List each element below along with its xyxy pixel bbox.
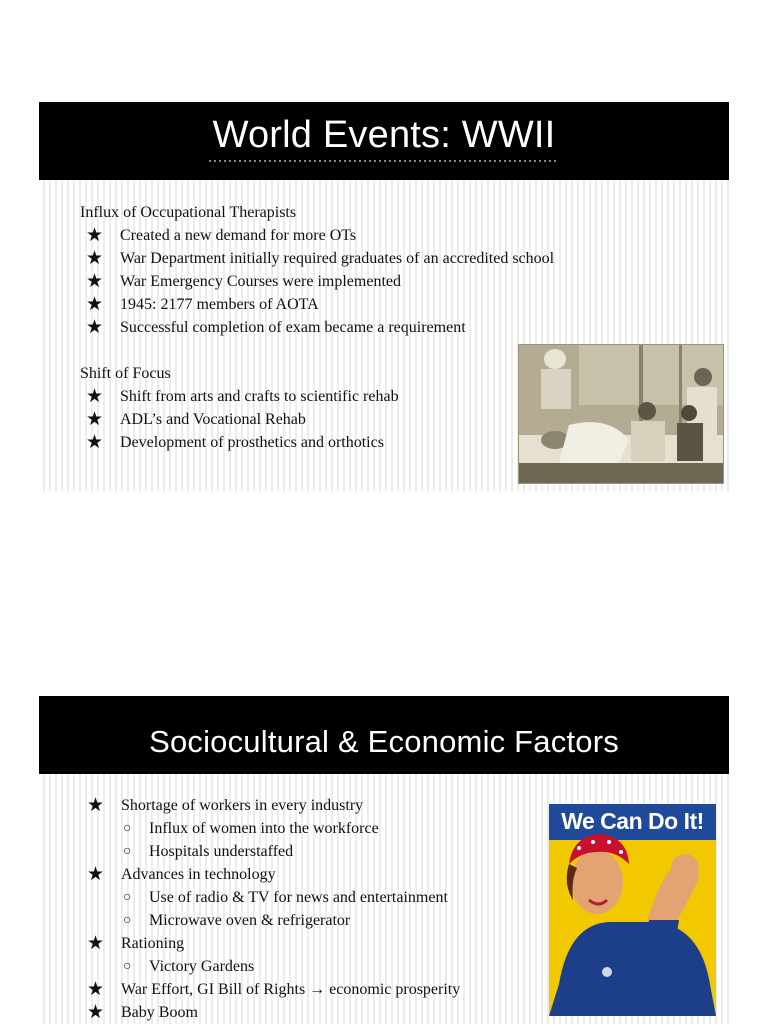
sub-item-text: Hospitals understaffed bbox=[149, 843, 294, 860]
section-label-shift: Shift of Focus bbox=[80, 365, 171, 382]
slide-header bbox=[39, 696, 729, 774]
circle-bullet-icon: ○ bbox=[123, 821, 132, 836]
list-item bbox=[86, 316, 554, 339]
list-item bbox=[87, 863, 460, 886]
sub-item-text: Influx of women into the workforce bbox=[149, 820, 379, 837]
list-item-text: Rationing bbox=[121, 935, 185, 952]
we-can-do-it-poster bbox=[549, 804, 716, 1016]
photo-illustration bbox=[519, 345, 723, 483]
star-bullet-icon: ★ bbox=[87, 864, 105, 885]
sub-list-item bbox=[87, 817, 460, 840]
sub-list-item bbox=[87, 909, 460, 932]
list-item-text: Shortage of workers in every industry bbox=[121, 797, 364, 814]
list-item-text: ADL’s and Vocational Rehab bbox=[120, 411, 306, 428]
list-item-text: Successful completion of exam became a requirement bbox=[120, 319, 466, 336]
star-bullet-icon: ★ bbox=[86, 386, 104, 407]
list-item-text: Created a new demand for more OTs bbox=[120, 227, 357, 244]
list-item bbox=[86, 408, 554, 431]
list-item-text: 1945: 2177 members of AOTA bbox=[120, 296, 319, 313]
slide-header bbox=[39, 102, 729, 180]
header-zigzag-edge bbox=[39, 172, 729, 182]
circle-bullet-icon: ○ bbox=[123, 844, 132, 859]
list-item bbox=[86, 224, 554, 247]
star-bullet-icon: ★ bbox=[86, 432, 104, 453]
circle-bullet-icon: ○ bbox=[123, 890, 132, 905]
slide-title: Sociocultural & Economic Factors bbox=[149, 724, 619, 759]
historical-ward-photo bbox=[518, 344, 724, 484]
list-item-text: War Effort, GI Bill of Rights → economic prosperity bbox=[121, 981, 461, 998]
star-bullet-icon: ★ bbox=[87, 933, 105, 954]
slide-body bbox=[80, 201, 554, 454]
list-item bbox=[86, 431, 554, 454]
list-item-text: Baby Boom bbox=[121, 1004, 198, 1021]
header-zigzag-edge bbox=[39, 766, 729, 776]
slide-title: World Events: WWII bbox=[212, 114, 556, 156]
star-bullet-icon: ★ bbox=[86, 248, 104, 269]
list-item-text: Advances in technology bbox=[121, 866, 276, 883]
circle-bullet-icon: ○ bbox=[123, 959, 132, 974]
rosie-illustration bbox=[549, 804, 716, 1016]
star-bullet-icon: ★ bbox=[87, 979, 105, 1000]
star-bullet-icon: ★ bbox=[86, 271, 104, 292]
star-bullet-icon: ★ bbox=[86, 225, 104, 246]
star-bullet-icon: ★ bbox=[86, 317, 104, 338]
star-bullet-icon: ★ bbox=[87, 1002, 105, 1023]
list-item-text: Development of prosthetics and orthotics bbox=[120, 434, 384, 451]
list-item bbox=[86, 293, 554, 316]
shift-bullet-list bbox=[80, 385, 554, 454]
list-item bbox=[86, 385, 554, 408]
influx-bullet-list bbox=[80, 224, 554, 339]
factors-bullet-list bbox=[87, 794, 460, 1024]
section-label-influx: Influx of Occupational Therapists bbox=[80, 204, 297, 221]
sub-item-text: Victory Gardens bbox=[149, 958, 255, 975]
slide-body bbox=[87, 794, 460, 1024]
list-item bbox=[87, 1001, 460, 1024]
title-dotted-underline bbox=[209, 160, 559, 162]
circle-bullet-icon: ○ bbox=[123, 913, 132, 928]
sub-list-item bbox=[87, 840, 460, 863]
list-item bbox=[86, 247, 554, 270]
poster-slogan: We Can Do It! bbox=[561, 808, 704, 834]
slide-world-events bbox=[39, 102, 729, 492]
list-item bbox=[87, 794, 460, 817]
star-bullet-icon: ★ bbox=[86, 409, 104, 430]
sub-item-text: Microwave oven & refrigerator bbox=[149, 912, 351, 929]
star-bullet-icon: ★ bbox=[86, 294, 104, 315]
sub-list-item bbox=[87, 886, 460, 909]
list-item-text: War Emergency Courses were implemented bbox=[120, 273, 401, 290]
list-item bbox=[86, 270, 554, 293]
sub-list-item bbox=[87, 955, 460, 978]
list-item bbox=[87, 978, 460, 1001]
list-item bbox=[87, 932, 460, 955]
list-item-text: Shift from arts and crafts to scientific rehab bbox=[120, 388, 399, 405]
sub-item-text: Use of radio & TV for news and entertainment bbox=[149, 889, 448, 906]
list-item-text: War Department initially required graduates of an accredited school bbox=[120, 250, 555, 267]
slide-sociocultural bbox=[39, 696, 729, 1024]
star-bullet-icon: ★ bbox=[87, 795, 105, 816]
